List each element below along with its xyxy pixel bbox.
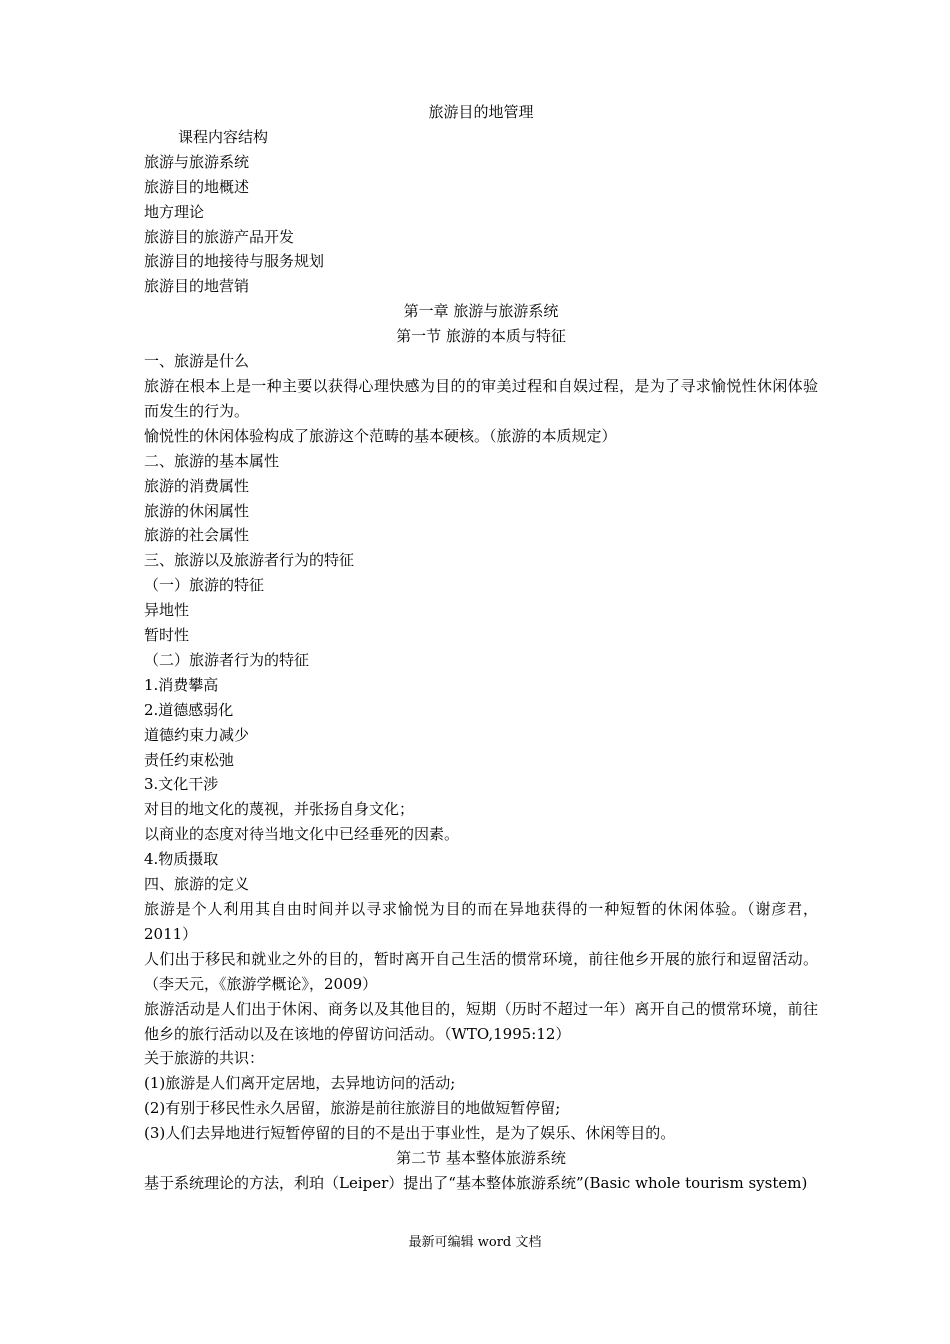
heading-characteristics: 三、旅游以及旅游者行为的特征 (144, 551, 355, 570)
document-body (144, 100, 818, 1196)
course-item: 地方理论 (144, 202, 205, 221)
page-footer: 最新可编辑 word 文档 (408, 1235, 542, 1250)
course-item: 旅游目的地接待与服务规划 (144, 252, 325, 271)
list-item: 以商业的态度对待当地文化中已经垂死的因素。 (144, 825, 460, 844)
paragraph: 愉悦性的休闲体验构成了旅游这个范畴的基本硬核。（旅游的本质规定） (144, 426, 617, 445)
list-item: 旅游的消费属性 (144, 476, 250, 495)
list-item: 旅游的社会属性 (144, 526, 250, 545)
chapter-title: 第一章 旅游与旅游系统 (403, 302, 559, 321)
list-item: 责任约束松弛 (144, 750, 235, 769)
list-item: 4.物质摄取 (144, 850, 219, 869)
heading-definition: 四、旅游的定义 (144, 875, 250, 894)
section-title: 第一节 旅游的本质与特征 (396, 327, 566, 346)
course-item: 旅游目的地营销 (144, 277, 250, 296)
subheading: （一）旅游的特征 (144, 576, 265, 595)
document-title: 旅游目的地管理 (428, 103, 534, 121)
list-item: 2.道德感弱化 (144, 700, 234, 719)
list-item: 对目的地文化的蔑视，并张扬自身文化； (144, 800, 415, 819)
list-item: 道德约束力减少 (144, 725, 250, 744)
list-item: (2)有别于移民性永久居留，旅游是前往旅游目的地做短暂停留; (144, 1099, 561, 1118)
list-item: (3)人们去异地进行短暂停留的目的不是出于事业性，是为了娱乐、休闲等目的。 (144, 1124, 676, 1143)
definition-paragraph: 旅游是个人利用其自由时间并以寻求愉悦为目的而在异地获得的一种短暂的休闲体验。（谢彦君，2011） (144, 900, 818, 943)
definition-paragraph: 人们出于移民和就业之外的目的，暂时离开自己生活的惯常环境，前往他乡开展的旅行和逗留活动。（李天元，《旅游学概论》，2009） (144, 949, 818, 993)
heading-what-is-tourism: 一、旅游是什么 (144, 352, 250, 371)
course-item: 旅游目的旅游产品开发 (144, 227, 295, 246)
consensus-heading: 关于旅游的共识： (144, 1049, 265, 1068)
list-item: 暂时性 (144, 626, 190, 645)
paragraph: 旅游在根本上是一种主要以获得心理快感为目的的审美过程和自娱过程，是为了寻求愉悦性休闲体验而发生的行为。 (144, 376, 818, 420)
heading-basic-attributes: 二、旅游的基本属性 (144, 451, 280, 470)
definition-paragraph: 旅游活动是人们出于休闲、商务以及其他目的，短期（历时不超过一年）离开自己的惯常环境，前往他乡的旅行活动以及在该地的停留访问活动。（WTO,1995:12） (144, 999, 818, 1043)
course-item: 旅游目的地概述 (144, 177, 250, 196)
list-item: 1.消费攀高 (144, 675, 219, 694)
list-item: 异地性 (144, 601, 190, 620)
section-title: 第二节 基本整体旅游系统 (396, 1149, 566, 1168)
course-item: 旅游与旅游系统 (144, 152, 250, 171)
list-item: (1)旅游是人们离开定居地，去异地访问的活动; (144, 1074, 456, 1093)
list-item: 3.文化干涉 (144, 775, 219, 794)
paragraph: 基于系统理论的方法，利珀（Leiper）提出了“基本整体旅游系统”(Basic whole tourism system) (144, 1173, 808, 1192)
list-item: 旅游的休闲属性 (144, 501, 250, 520)
subheading: （二）旅游者行为的特征 (144, 650, 310, 669)
course-heading: 课程内容结构 (178, 127, 269, 146)
